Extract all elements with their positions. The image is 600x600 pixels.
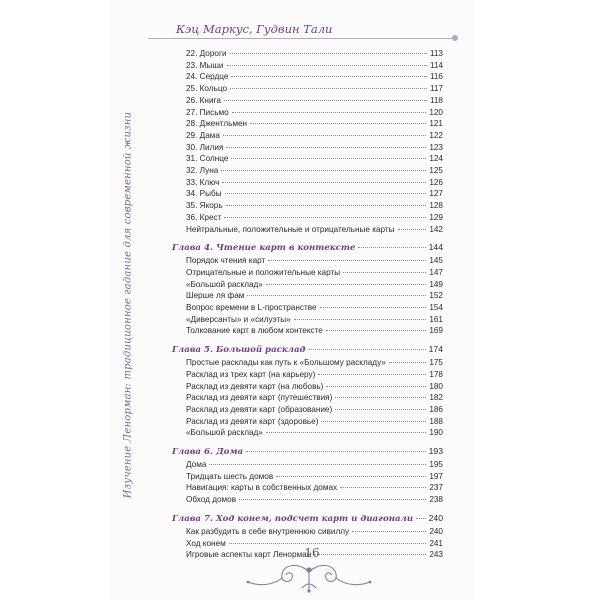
dot-leader	[266, 432, 426, 433]
toc-entry-title: Глава 7. Ход конем, подсчет карт и диагонали	[172, 513, 414, 524]
dot-leader	[227, 65, 427, 66]
toc-entry-title: 33. Ключ	[186, 177, 220, 187]
toc-entry-page: 120	[429, 107, 443, 117]
toc-entry	[186, 153, 443, 165]
toc-entry-title: Дома	[186, 460, 207, 469]
toc-entry-page: 241	[429, 538, 443, 548]
dot-leader	[223, 135, 426, 136]
toc-entry-title: Расклад из девяти карт (на любовь)	[186, 381, 324, 391]
toc-entry-title: Шерше ля фам	[186, 291, 245, 301]
toc-entry	[186, 118, 443, 130]
toc-entry	[186, 526, 443, 538]
toc-entry	[186, 224, 443, 236]
toc-entry-page: 145	[429, 256, 443, 266]
toc-entry	[186, 471, 443, 483]
toc-entry-page: 121	[429, 119, 443, 129]
toc-entry-page: 154	[429, 303, 443, 312]
toc-entry-title: Как разбудить в себе внутреннюю сивиллу	[186, 526, 350, 536]
dot-leader	[222, 182, 426, 183]
toc-entry-page: 147	[429, 267, 443, 277]
toc-entry-page: 117	[429, 84, 443, 94]
toc-entry-title: 36. Крест	[186, 212, 222, 222]
toc-entry-page: 113	[429, 49, 443, 58]
toc-entry-title: 26. Книга	[186, 95, 221, 105]
dot-leader	[226, 147, 426, 148]
toc-entry	[186, 212, 443, 224]
dot-leader	[250, 123, 426, 124]
toc-entry-page: 125	[429, 166, 443, 175]
toc-entry-page: 127	[429, 189, 443, 199]
toc-entry	[186, 188, 443, 200]
toc-entry-title: «Большой расклад»	[186, 428, 263, 438]
dot-leader	[309, 349, 426, 350]
toc-entry	[186, 459, 443, 471]
toc-entry-page: 142	[429, 224, 443, 234]
toc-entry-title: 34. Рыбы	[186, 189, 222, 199]
toc-entry	[186, 314, 443, 326]
toc-entry-title: 22. Дороги	[186, 49, 227, 58]
toc-entry-title: 35. Якорь	[186, 201, 223, 211]
toc-entry-title: 31. Солнце	[186, 154, 229, 164]
page-number: 16	[304, 546, 320, 560]
toc-entry-page: 195	[429, 460, 443, 469]
toc-entry-title: Расклад из девяти карт (образование)	[186, 404, 333, 414]
toc-entry	[186, 416, 443, 428]
toc-entry-page: 190	[429, 428, 443, 438]
toc-entry	[186, 325, 443, 337]
toc-entry	[186, 177, 443, 189]
toc-entry-page: 149	[429, 279, 443, 289]
toc-entry-title: Глава 5. Большой расклад	[172, 345, 306, 356]
toc-entry	[186, 279, 443, 291]
toc-entry	[186, 302, 443, 314]
toc-entry-page: 123	[429, 142, 443, 152]
toc-entry	[186, 71, 443, 83]
toc-entry	[186, 200, 443, 212]
toc-entry-page: 238	[429, 495, 443, 505]
toc-entry	[186, 142, 443, 154]
toc-entry-title: Расклад из девяти карт (здоровье)	[186, 416, 319, 426]
dot-leader	[326, 330, 427, 331]
toc-entry-title: Игровые аспекты карт Ленорман	[186, 550, 312, 560]
toc-entry-page: 243	[429, 550, 443, 560]
toc-entry	[186, 494, 443, 506]
toc-entry	[186, 107, 443, 119]
toc-entry-title: Расклад из трех карт (на карьеру)	[186, 369, 316, 379]
toc-entry-title: Глава 4. Чтение карт в контексте	[172, 243, 356, 254]
toc-entry-page: 193	[428, 446, 443, 456]
toc-entry-page: 178	[429, 369, 443, 379]
toc-entry	[186, 130, 443, 142]
toc-entry-title: Простые расклады как путь к «Большому раскладу»	[186, 358, 386, 368]
toc-entry-title: Ход конем	[186, 538, 226, 548]
toc-entry-title: Нейтральные, положительные и отрицательные карты	[186, 224, 395, 234]
toc-entry	[186, 357, 443, 369]
dot-leader	[276, 476, 426, 477]
toc-entry	[186, 290, 443, 302]
floral-ornament-icon	[244, 558, 374, 594]
dot-leader	[335, 397, 426, 398]
dot-leader	[266, 284, 426, 285]
toc-entry-page: 237	[429, 483, 443, 493]
dot-leader	[225, 193, 427, 194]
toc-entry-page: 129	[429, 212, 443, 222]
toc-entry-title: Глава 6. Дома	[172, 447, 244, 457]
toc-entry	[186, 267, 443, 279]
toc-entry-title: Обход домов	[186, 495, 237, 505]
dot-leader	[230, 53, 427, 54]
dot-leader	[335, 409, 426, 410]
dot-leader	[226, 205, 427, 206]
dot-leader	[398, 229, 427, 230]
toc-entry-title: Навигация: карты в собственных домах	[186, 483, 338, 493]
dot-leader	[343, 272, 426, 273]
toc-entry-title: Тридцать шесть домов	[186, 471, 274, 481]
toc-entry-page: 124	[429, 154, 443, 164]
toc-entry-page: 188	[429, 416, 443, 426]
toc-entry-title: Отрицательные и положительные карты	[186, 267, 341, 277]
toc-entry-title: 27. Письмо	[186, 107, 229, 117]
toc-entry	[186, 48, 443, 60]
toc-entry	[186, 427, 443, 439]
toc-entry	[186, 95, 443, 107]
toc-entry-page: 116	[429, 72, 443, 82]
toc-entry-page: 197	[429, 471, 443, 481]
toc-entry-title: Расклад из девяти карт (путешествия)	[186, 393, 333, 403]
toc-entry-title: 32. Луна	[186, 166, 219, 175]
toc-entry-title: «Большой расклад»	[186, 279, 263, 289]
toc-entry-page: 144	[428, 242, 443, 253]
dot-leader	[326, 386, 426, 387]
toc-chapter-entry	[172, 445, 443, 457]
dot-leader	[224, 217, 426, 218]
dot-leader	[389, 362, 427, 363]
dot-leader	[318, 374, 426, 375]
toc-entry-page: 175	[429, 358, 443, 368]
toc-entry-page: 161	[429, 314, 443, 324]
toc-entry-page: 128	[429, 201, 443, 211]
dot-leader	[229, 543, 427, 544]
toc-entry-title: «Диверсанты» и «силуэты»	[186, 314, 291, 324]
toc-entry-page: 180	[429, 381, 443, 391]
toc-entry	[186, 392, 443, 404]
dot-leader	[247, 295, 426, 296]
dot-leader	[232, 112, 427, 113]
toc-entry-title: Порядок чтения карт	[186, 256, 266, 266]
toc-entry-title: 29. Дама	[186, 130, 220, 140]
toc-entry	[186, 255, 443, 267]
toc-chapter-entry	[172, 343, 443, 355]
toc-entry	[186, 404, 443, 416]
toc-entry-title: Толкование карт в любом контексте	[186, 326, 323, 336]
toc-entry-page: 122	[429, 130, 443, 140]
running-header-authors: Кэц Маркус, Гудвин Тали	[176, 22, 333, 36]
toc-entry-title: 30. Лилия	[186, 142, 224, 152]
dot-leader	[224, 100, 427, 101]
dot-leader	[230, 88, 427, 89]
dot-leader	[294, 319, 427, 320]
dot-leader	[246, 451, 426, 452]
toc-entry-page: 186	[429, 404, 443, 414]
dot-leader	[340, 487, 426, 488]
dot-leader	[221, 170, 426, 171]
toc-entry-page: 240	[428, 512, 443, 523]
toc-entry-title: 24. Сердце	[186, 72, 229, 82]
dot-leader	[209, 464, 426, 465]
book-title-vertical: Изучение Ленорман: традиционное гадание для современной жизни	[122, 111, 134, 499]
toc-entry-page: 126	[429, 177, 443, 187]
toc-entry-page: 169	[429, 326, 443, 336]
toc-entry-page: 240	[429, 526, 443, 536]
toc-entry-title: 25. Кольцо	[186, 84, 227, 94]
dot-leader	[268, 260, 426, 261]
dot-leader	[358, 247, 425, 248]
toc-entry	[186, 381, 443, 393]
dot-leader	[239, 499, 426, 500]
toc-entry	[186, 165, 443, 177]
dot-leader	[231, 76, 427, 77]
toc-entry	[186, 482, 443, 494]
dot-leader	[416, 518, 426, 519]
toc-entry-page: 174	[428, 344, 443, 355]
toc-entry	[186, 369, 443, 381]
toc-entry-title: Вопрос времени в L-пространстве	[186, 303, 317, 312]
toc-entry-title: 28. Джентльмен	[186, 119, 248, 129]
toc-entry-page: 152	[429, 291, 443, 301]
toc-chapter-entry	[172, 241, 443, 253]
toc-entry-page: 114	[429, 60, 443, 70]
toc-entry-page: 182	[429, 393, 443, 403]
dot-leader	[320, 307, 427, 308]
toc-entry	[186, 83, 443, 95]
toc-entry	[186, 60, 443, 72]
toc-chapter-entry	[172, 512, 443, 524]
dot-leader	[231, 158, 426, 159]
toc-entry-page: 118	[429, 95, 443, 105]
dot-leader	[352, 531, 426, 532]
toc-entry-title: 23. Мыши	[186, 60, 224, 70]
dot-leader	[321, 421, 426, 422]
